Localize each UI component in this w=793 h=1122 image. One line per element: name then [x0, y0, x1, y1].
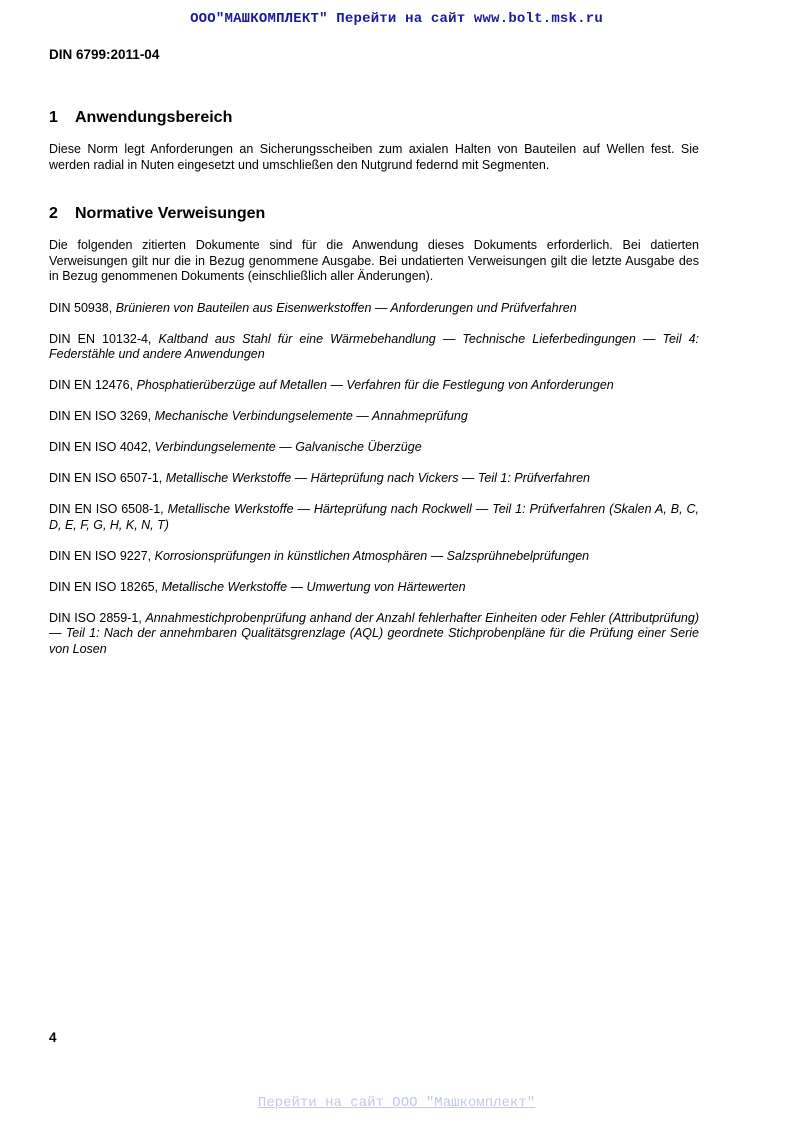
reference-title: Metallische Werkstoffe — Umwertung von Härtewerten [161, 579, 466, 594]
reference-title: Metallische Werkstoffe — Härteprüfung nach Vickers — Teil 1: Prüfverfahren [165, 471, 590, 485]
top-banner-link[interactable]: ООО"МАШКОМПЛЕКТ" Перейти на сайт www.bolt.msk.ru [190, 11, 603, 27]
reference-title: Phosphatierüberzüge auf Metallen — Verfahren für die Festlegung von Anforderungen [136, 378, 614, 392]
reference-code: DIN EN ISO 18265, [49, 579, 159, 594]
section-number: 1 [49, 109, 58, 126]
section-number: 2 [49, 205, 58, 222]
reference-title: Verbindungselemente — Galvanische Überzüge [154, 440, 422, 454]
reference-item [49, 332, 699, 363]
references-intro-paragraph: Die folgenden zitierten Dokumente sind für die Anwendung dieses Dokuments erforderlich. Bei datierten Verweisungen gilt nur die in Bezug genommene Ausgabe. Bei undatierten Verweisungen gilt die letzte Ausgabe des in Bezug genommenen Dokuments (einschließlich aller Änderungen). [49, 238, 699, 283]
reference-code: DIN ISO 2859-1, [49, 610, 142, 625]
reference-code: DIN 50938, [49, 300, 113, 315]
page-number: 4 [49, 1030, 57, 1045]
scope-paragraph: Diese Norm legt Anforderungen an Sicherungsscheiben zum axialen Halten von Bauteilen auf Wellen fest. Sie werden radial in Nuten eingesetzt und umschließen den Nutgrund federnd mit Segmenten. [49, 142, 699, 172]
reference-item [49, 440, 699, 456]
reference-item [49, 580, 699, 596]
reference-item [49, 471, 699, 487]
document-id: DIN 6799:2011-04 [49, 47, 160, 62]
section-title: Anwendungsbereich [75, 109, 233, 126]
reference-title: Brünieren von Bauteilen aus Eisenwerkstoffen — Anforderungen und Prüfverfahren [115, 300, 577, 315]
reference-item [49, 611, 699, 658]
reference-title: Mechanische Verbindungselemente — Annahmeprüfung [154, 409, 468, 423]
reference-title: Kaltband aus Stahl für eine Wärmebehandlung — Technische Lieferbedingungen — Teil 4: Federstähle und andere Anwendungen [49, 331, 699, 361]
reference-title: Metallische Werkstoffe — Härteprüfung nach Rockwell — Teil 1: Prüfverfahren (Skalen A, B, C, D, E, F, G, H, K, N, T) [49, 502, 699, 532]
reference-code: DIN EN ISO 3269, [49, 409, 152, 423]
reference-code: DIN EN ISO 6507-1, [49, 471, 163, 485]
section-title: Normative Verweisungen [75, 205, 266, 222]
section-heading-scope [49, 108, 699, 128]
reference-title: Annahmestichprobenprüfung anhand der Anzahl fehlerhafter Einheiten oder Fehler (Attributprüfung) — Teil 1: Nach der annehmbaren Qualitätsgrenzlage (AQL) geordnete Stichprobenpläne für die Prüfung einer Serie von Losen [49, 610, 699, 656]
reference-title: Korrosionsprüfungen in künstlichen Atmosphären — Salzsprühnebelprüfungen [154, 548, 590, 563]
reference-item [49, 301, 699, 317]
reference-item [49, 409, 699, 425]
reference-item [49, 549, 699, 565]
reference-code: DIN EN ISO 6508-1, [49, 502, 164, 516]
reference-list [49, 301, 699, 658]
reference-code: DIN EN 10132-4, [49, 331, 152, 346]
document-body [49, 108, 699, 673]
reference-item [49, 502, 699, 533]
reference-code: DIN EN 12476, [49, 378, 134, 392]
reference-item [49, 378, 699, 394]
section-heading-normative-references [49, 204, 699, 224]
reference-code: DIN EN ISO 4042, [49, 440, 152, 454]
footer-site-link[interactable]: Перейти на сайт ООО "Машкомплект" [257, 1095, 536, 1111]
reference-code: DIN EN ISO 9227, [49, 548, 152, 563]
